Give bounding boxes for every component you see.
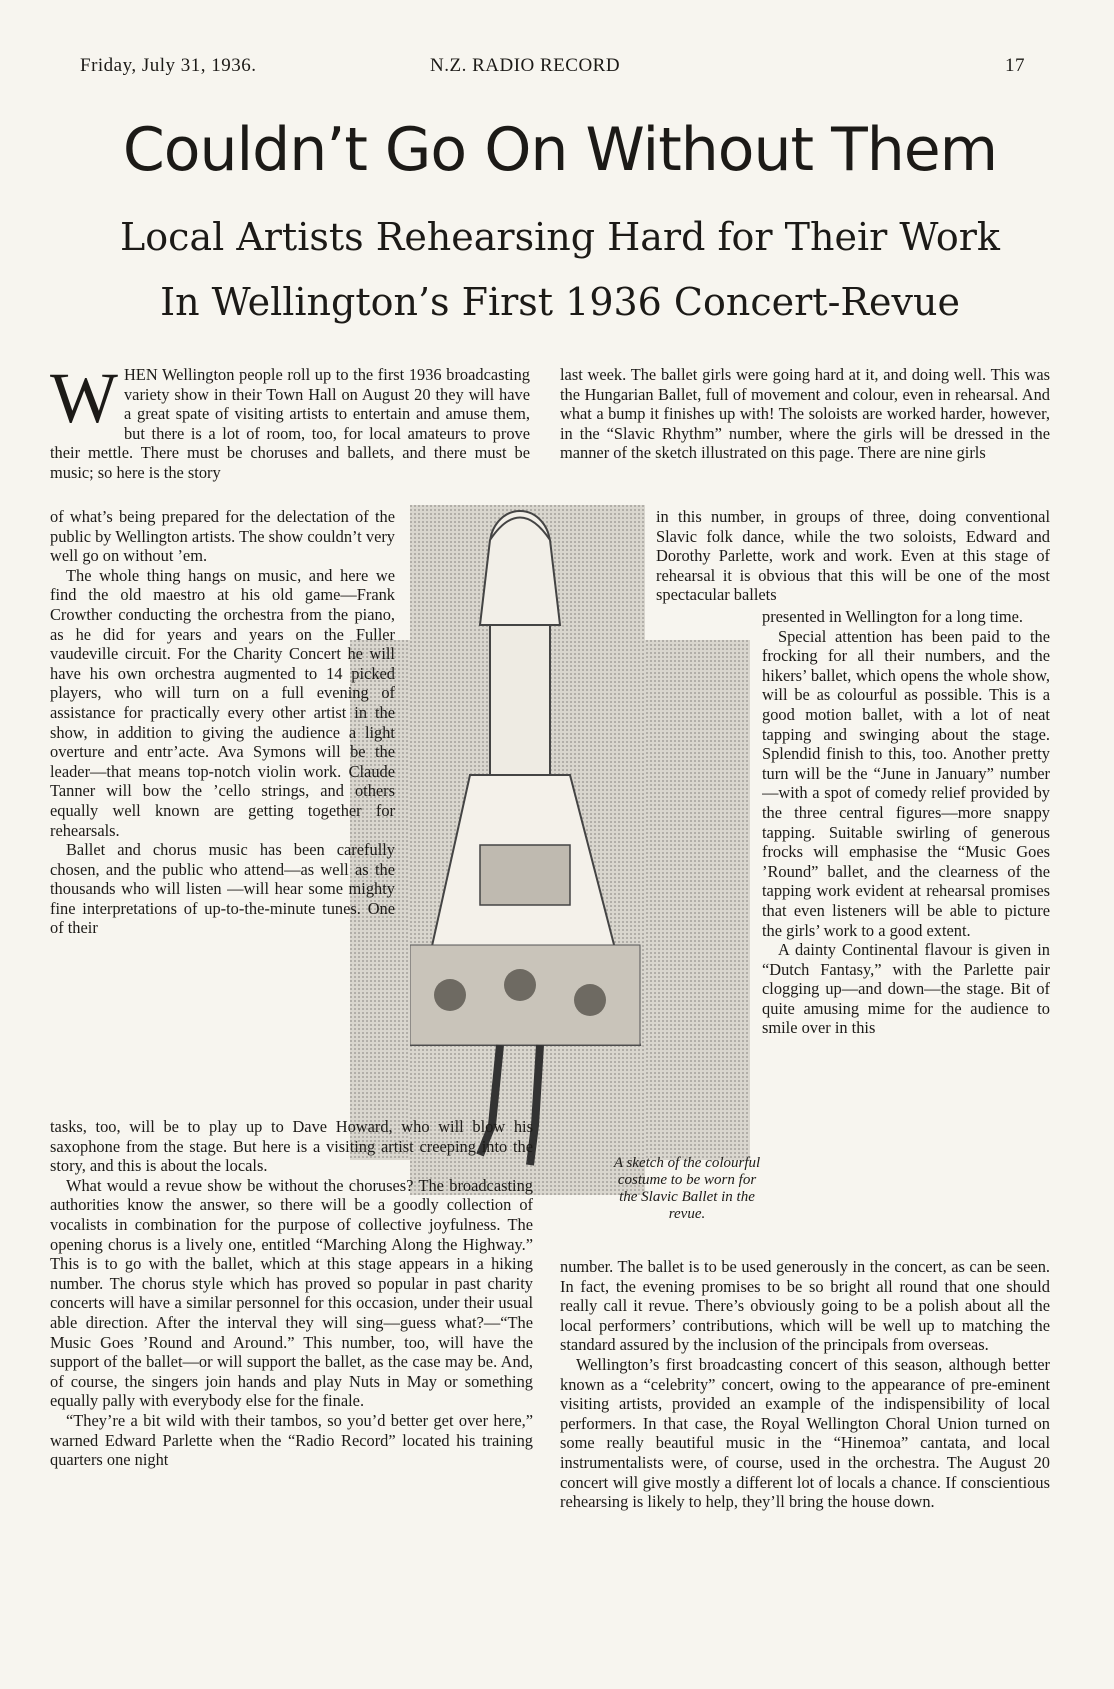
article-col2-upper	[656, 507, 1050, 607]
article-paragraph: last week. The ballet girls were going hard at it, and doing well. This was the Hungarian Ballet, full of movement and colour, even in rehearsal. And what a bump it finishes up with! The soloists are worked harder, however, in the “Slavic Rhythm” number, where the girls will be dressed in the manner of the sketch illustrated on this page. There are nine girls	[560, 365, 1050, 463]
article-paragraph: number. The ballet is to be used generously in the concert, as can be seen. In fact, the evening promises to be so bright all round that one should really call it revue. There’s obviously going to be a polish about all the local performers’ contributions, which will be well up to matching the standard assured by the inclusion of the principals from overseas.	[560, 1257, 1050, 1355]
article-col1-bottom	[50, 1117, 533, 1657]
article-paragraph: HEN Wellington people roll up to the first 1936 broadcasting variety show in their Town Hall on August 20 they will have a great spate of visiting artists to entertain and amuse them, but there is a lot of room, too, for local amateurs to prove their mettle. There must be choruses and ballets, and there must be music; so here is the story	[50, 365, 530, 482]
article-paragraph: A dainty Continental flavour is given in “Dutch Fantasy,” with the Parlette pair clogging up—and down—the stage. Bit of quite amusing mime for the audience to smile over in this	[762, 940, 1050, 1038]
headline: Couldn’t Go On Without Them	[122, 115, 998, 185]
article-paragraph: Wellington’s first broadcasting concert of this season, although better known as a “celebrity” concert, owing to the appearance of pre-eminent visiting artists, provided an example of the indispensibility of local performers. In that case, the Royal Wellington Choral Union turned on some really beautiful music in the “Hinemoa” cantata, and local instrumentalists were, of course, used in the orchestra. The August 20 concert will give mostly a different lot of locals a chance. If conscientious rehearsing is likely to help, they’ll bring the house down.	[560, 1354, 1050, 1512]
article-paragraph: Ballet and chorus music has been carefully chosen, and the public who attend—as well as the thousands who will listen —will hear some mighty fine interpretations of up-to-the-minute tunes. One of their	[50, 840, 395, 938]
article-col1-top	[50, 365, 530, 485]
slavic-costume-illustration	[410, 505, 645, 1195]
article-paragraph: The whole thing hangs on music, and here we find the old maestro at his old game—Frank Crowther conducting the orchestra from the piano, as he did for years and years on the Fuller vaudeville circuit. For the Charity Concert he will have his own orchestra augmented to 14 picked players, who will turn on a full evening of assistance for practically every other artist in the show, in addition to giving the audience a light overture and entr’acte. Ava Symons will be the leader—that means top-notch violin work. Claude Tanner will bow the ’cello strings, and others equally well known are getting together for rehearsals.	[50, 565, 395, 840]
dancer-sketch	[410, 505, 645, 1195]
subheadline-line-1: Local Artists Rehearsing Hard for Their Work	[120, 215, 1000, 259]
article-paragraph: presented in Wellington for a long time.	[762, 607, 1024, 626]
article-paragraph: “They’re a bit wild with their tambos, so you’d better get over here,” warned Edward Parlette when the “Radio Record” located his training quarters one night	[50, 1410, 533, 1470]
article-col2-narrow	[762, 607, 1050, 1237]
subheadline-line-2: In Wellington’s First 1936 Concert-Revue	[160, 280, 960, 324]
illustration-caption: A sketch of the colourful costume to be worn for the Slavic Ballet in the revue.	[613, 1155, 761, 1222]
drop-cap: W	[50, 365, 118, 438]
page-number: 17	[1005, 55, 1025, 76]
publication-name: N.Z. RADIO RECORD	[430, 55, 621, 76]
article-paragraph: in this number, in groups of three, doing conventional Slavic folk dance, while the two soloists, Edward and Dorothy Parlette, work and work. Even at this stage of rehearsal it is obvious that this will be one of the most spectacular ballets	[656, 507, 1050, 605]
article-col2-top	[560, 365, 1050, 505]
issue-date: Friday, July 31, 1936.	[80, 55, 257, 76]
page-header	[80, 55, 1025, 85]
article-paragraph: of what’s being prepared for the delectation of the public by Wellington artists. The show couldn’t very well go on without ’em.	[50, 507, 395, 566]
article-paragraph: Special attention has been paid to the frocking for all their numbers, and the hikers’ ballet, which opens the whole show, will be as colourful as possible. This is a good motion ballet, with a lot of neat tapping and swinging about the stage. Splendid finish to this, too. Another pretty turn will be the “June in January” number—with a spot of comedy relief provided by the three central figures—more snappy tapping. Suitable swirling of generous frocks will emphasise the “Music Goes ’Round” ballet, and the clearness of the tapping work evident at rehearsal promises that even listeners will be able to picture the girls’ work to a good extent.	[762, 626, 1050, 940]
article-paragraph: tasks, too, will be to play up to Dave Howard, who will blow his saxophone from the stage. But here is a visiting artist creeping into the story, and this is about the locals.	[50, 1117, 533, 1176]
article-col2-bottom	[560, 1257, 1050, 1667]
article-paragraph: What would a revue show be without the choruses? The broadcasting authorities know the answer, so there will be a goodly collection of vocalists in combination for the purpose of collective joyfulness. The opening chorus is a lively one, entitled “Marching Along the Highway.” This is to go with the ballet, which at this stage appears in a hiking number. The chorus style which has proved so popular in past charity concerts will have a similar personnel for this occasion, under their usual able direction. After the interval they will sing—guess what?—“The Music Goes ’Round and Around.” This number, too, will have the support of the ballet—or will support the ballet, as the case may be. And, of course, the singers join hands and play Nuts in May or something equally pally with everybody else for the finale.	[50, 1175, 533, 1411]
article-col1-mid	[50, 507, 395, 1117]
